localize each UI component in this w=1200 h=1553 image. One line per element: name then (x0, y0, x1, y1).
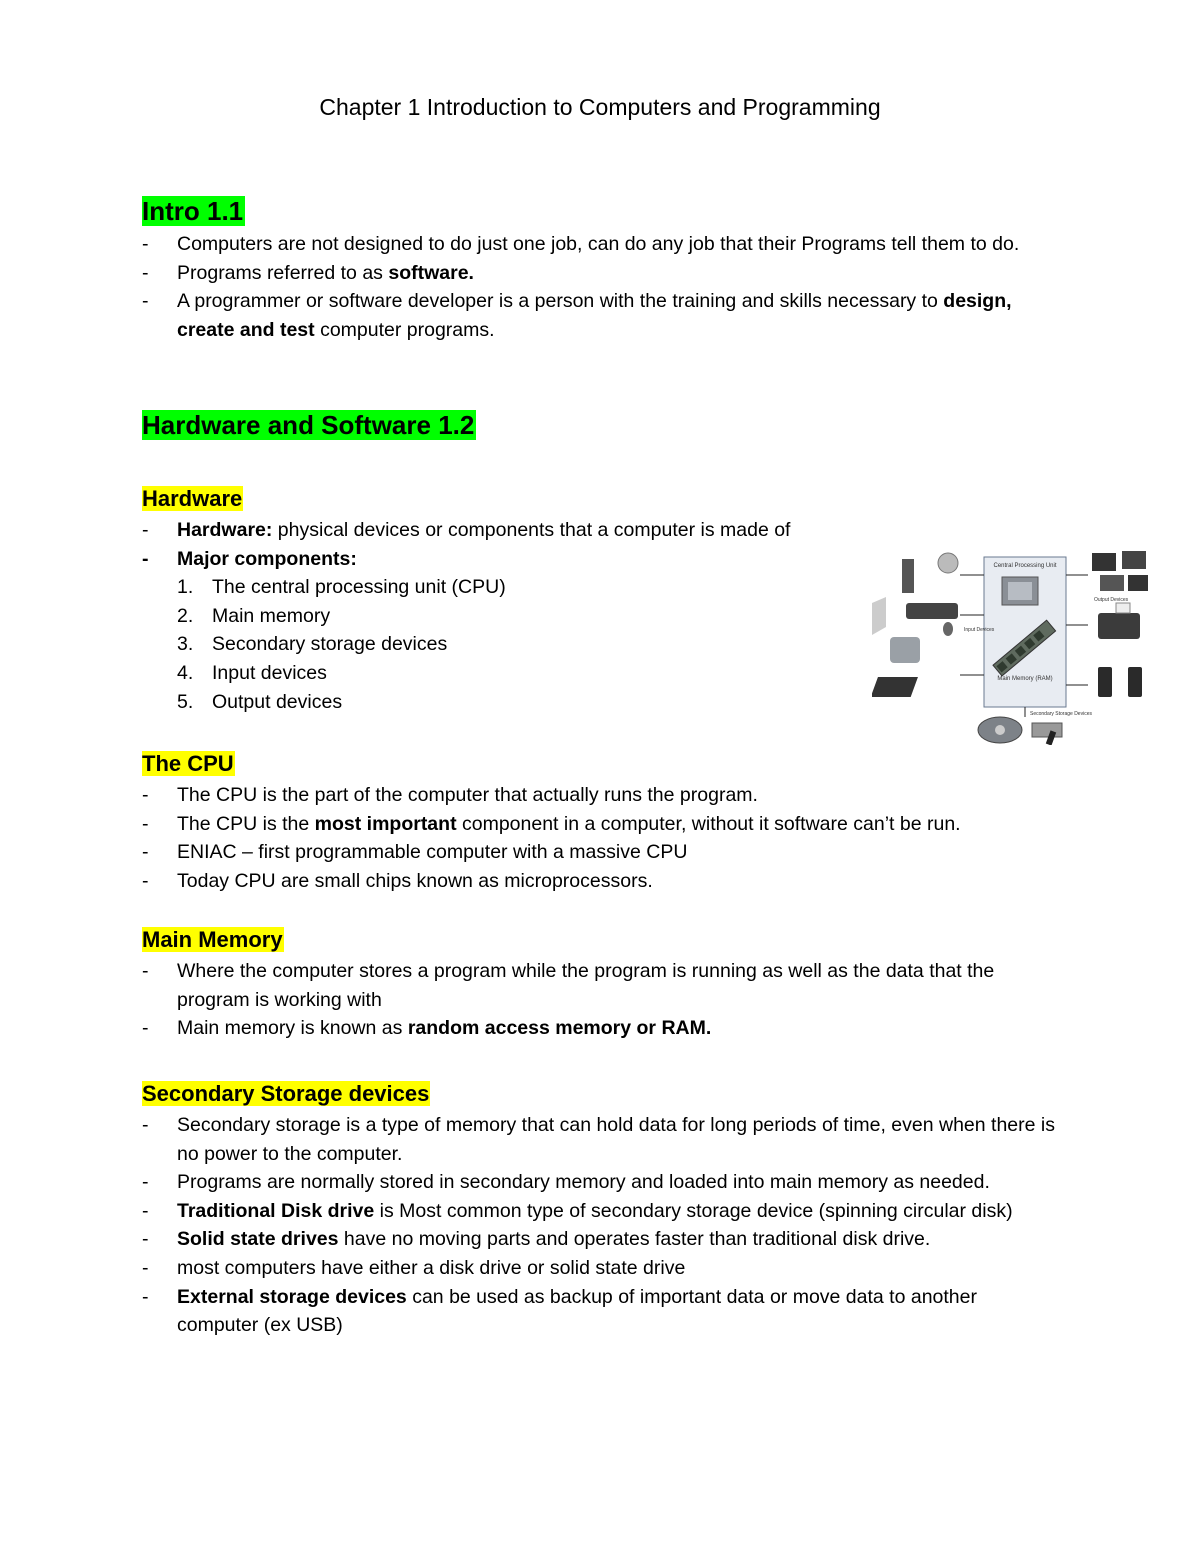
list-item: 2. Main memory (177, 604, 331, 627)
page-title: Chapter 1 Introduction to Computers and Programming (319, 94, 881, 120)
input-label: Input Devices (964, 627, 995, 633)
list-item: 3. Secondary storage devices (177, 633, 448, 656)
list-item: - A programmer or software developer is a person with the training and skills necessary to design, create and test computer programs. (142, 287, 1062, 344)
keyboard-icon (906, 603, 958, 619)
list-item: - Traditional Disk drive is Most common type of secondary storage device (spinning circular disk) (142, 1197, 1062, 1226)
output-label: Output Devices (1094, 597, 1129, 603)
heading-intro: Intro 1.1 (142, 196, 244, 226)
list-item: - Secondary storage is a type of memory that can hold data for long periods of time, even when there is no power to the computer. (142, 1111, 1062, 1168)
list-item: - Main memory is known as random access memory or RAM. (142, 1014, 1062, 1043)
speaker-icon (1098, 667, 1112, 697)
joystick-icon (902, 559, 914, 593)
list-item: - most computers have either a disk drive or solid state drive (142, 1254, 1062, 1283)
heading-hardware: Hardware (142, 486, 243, 511)
list-item: - Hardware: physical devices or components that a computer is made of (142, 516, 862, 545)
heading-cpu: The CPU (142, 751, 234, 776)
memory-bullets (142, 957, 1062, 1043)
list-item: - Where the computer stores a program while the program is running as well as the data that the program is working with (142, 957, 1062, 1014)
list-item: - Today CPU are small chips known as microprocessors. (142, 867, 1062, 896)
list-item: - The CPU is the most important component in a computer, without it software can’t be run. (142, 810, 1062, 839)
printer-icon (1098, 613, 1140, 639)
camera-icon (890, 637, 920, 663)
list-item: - Programs referred to as software. (142, 259, 1062, 288)
cpu-bullets (142, 781, 1062, 895)
storage-bullets (142, 1111, 1062, 1340)
tablet-icon (872, 677, 918, 697)
list-item: - Solid state drives have no moving parts and operates faster than traditional disk drive. (142, 1225, 1062, 1254)
list-item: - Programs are normally stored in secondary memory and loaded into main memory as needed. (142, 1168, 1062, 1197)
components-list (177, 573, 862, 716)
heading-main-memory: Main Memory (142, 927, 283, 952)
list-item: - ENIAC – first programmable computer with a massive CPU (142, 838, 1062, 867)
heading-secondary-storage: Secondary Storage devices (142, 1081, 430, 1106)
list-item: 4. Input devices (177, 661, 327, 684)
storage-label: Secondary Storage Devices (1030, 711, 1092, 717)
list-item: - Computers are not designed to do just one job, can do any job that their Programs tell them to do. (142, 230, 1062, 259)
intro-bullets (142, 230, 1062, 344)
hardware-bullets (142, 516, 862, 716)
monitor-icon (1092, 553, 1116, 571)
webcam-icon (938, 553, 958, 573)
ram-label: Main Memory (RAM) (997, 676, 1053, 682)
heading-hardware-software: Hardware and Software 1.2 (142, 410, 475, 440)
list-item: 1. The central processing unit (CPU) (177, 576, 506, 599)
list-item: - External storage devices can be used as backup of important data or move data to another computer (ex USB) (142, 1283, 1062, 1340)
computer-system-diagram (872, 545, 1158, 745)
list-item: - Major components: 1. The central processing unit (CPU) 2. Main memory 3. Secondary storage devices 4. Input devices 5. Output devices (142, 545, 862, 717)
mouse-icon (943, 622, 953, 636)
cpu-label: Central Processing Unit (993, 563, 1057, 569)
list-item: 5. Output devices (177, 690, 343, 713)
list-item: - The CPU is the part of the computer that actually runs the program. (142, 781, 1062, 810)
